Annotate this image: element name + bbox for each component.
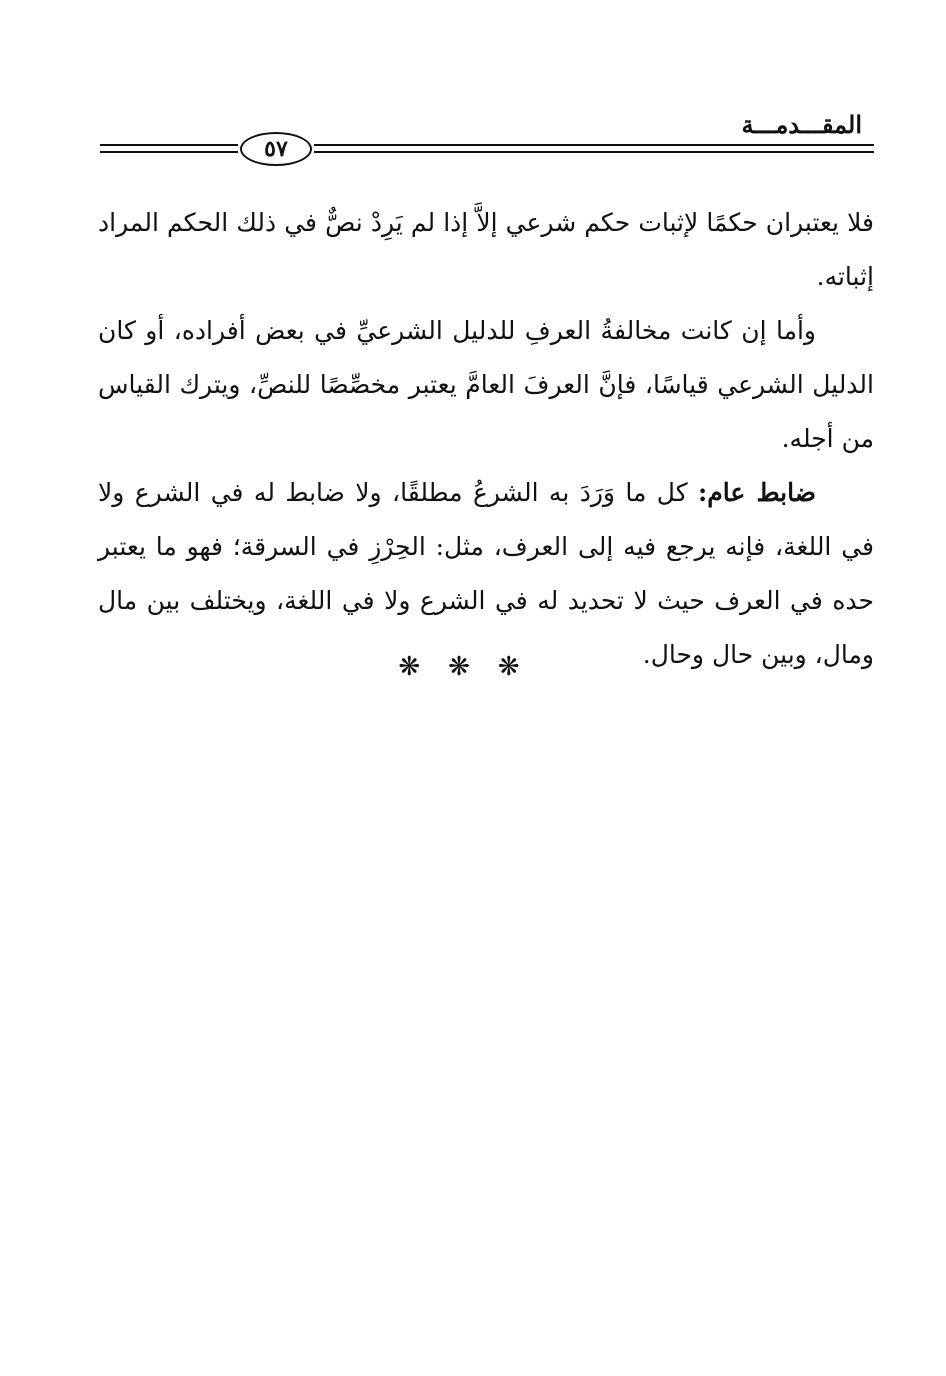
paragraph-2-text: وأما إن كانت مخالفةُ العرفِ للدليل الشرعيِّ في بعض أفراده، أو كان الدليل الشرعي قياسًا، فإنَّ العرفَ العامَّ يعتبر مخصِّصًا للنصِّ، ويترك القياس من أجله. [98, 316, 874, 453]
general-rule-term: ضابط عام: [698, 478, 816, 507]
page-number: ٥٧ [264, 136, 288, 162]
header-rule-left-bottom [100, 151, 238, 153]
header-rule-right-bottom [314, 151, 874, 153]
page-body [98, 196, 874, 682]
page-number-badge [240, 132, 312, 166]
paragraph-3 [98, 466, 874, 682]
page-header [100, 110, 874, 170]
section-separator: ❋❋❋ [398, 652, 548, 682]
chapter-title: المقـــدمـــة [741, 110, 862, 139]
paragraph-1 [98, 196, 874, 304]
header-rule-right-top [314, 144, 874, 146]
paragraph-3-text: كل ما وَرَدَ به الشرعُ مطلقًا، ولا ضابط له في الشرع ولا في اللغة، فإنه يرجع فيه إلى العرف، مثل: الحِرْزِ في السرقة؛ فهو ما يعتبر حده في العرف حيث لا تحديد له في الشرع ولا في اللغة، ويختلف بين مال ومال، وبين حال وحال. [98, 478, 874, 669]
paragraph-2 [98, 304, 874, 466]
paragraph-1-text: فلا يعتبران حكمًا لإثبات حكم شرعي إلاَّ إذا لم يَرِدْ نصٌّ في ذلك الحكم المراد إثباته. [98, 208, 874, 291]
header-rule-left-top [100, 144, 238, 146]
